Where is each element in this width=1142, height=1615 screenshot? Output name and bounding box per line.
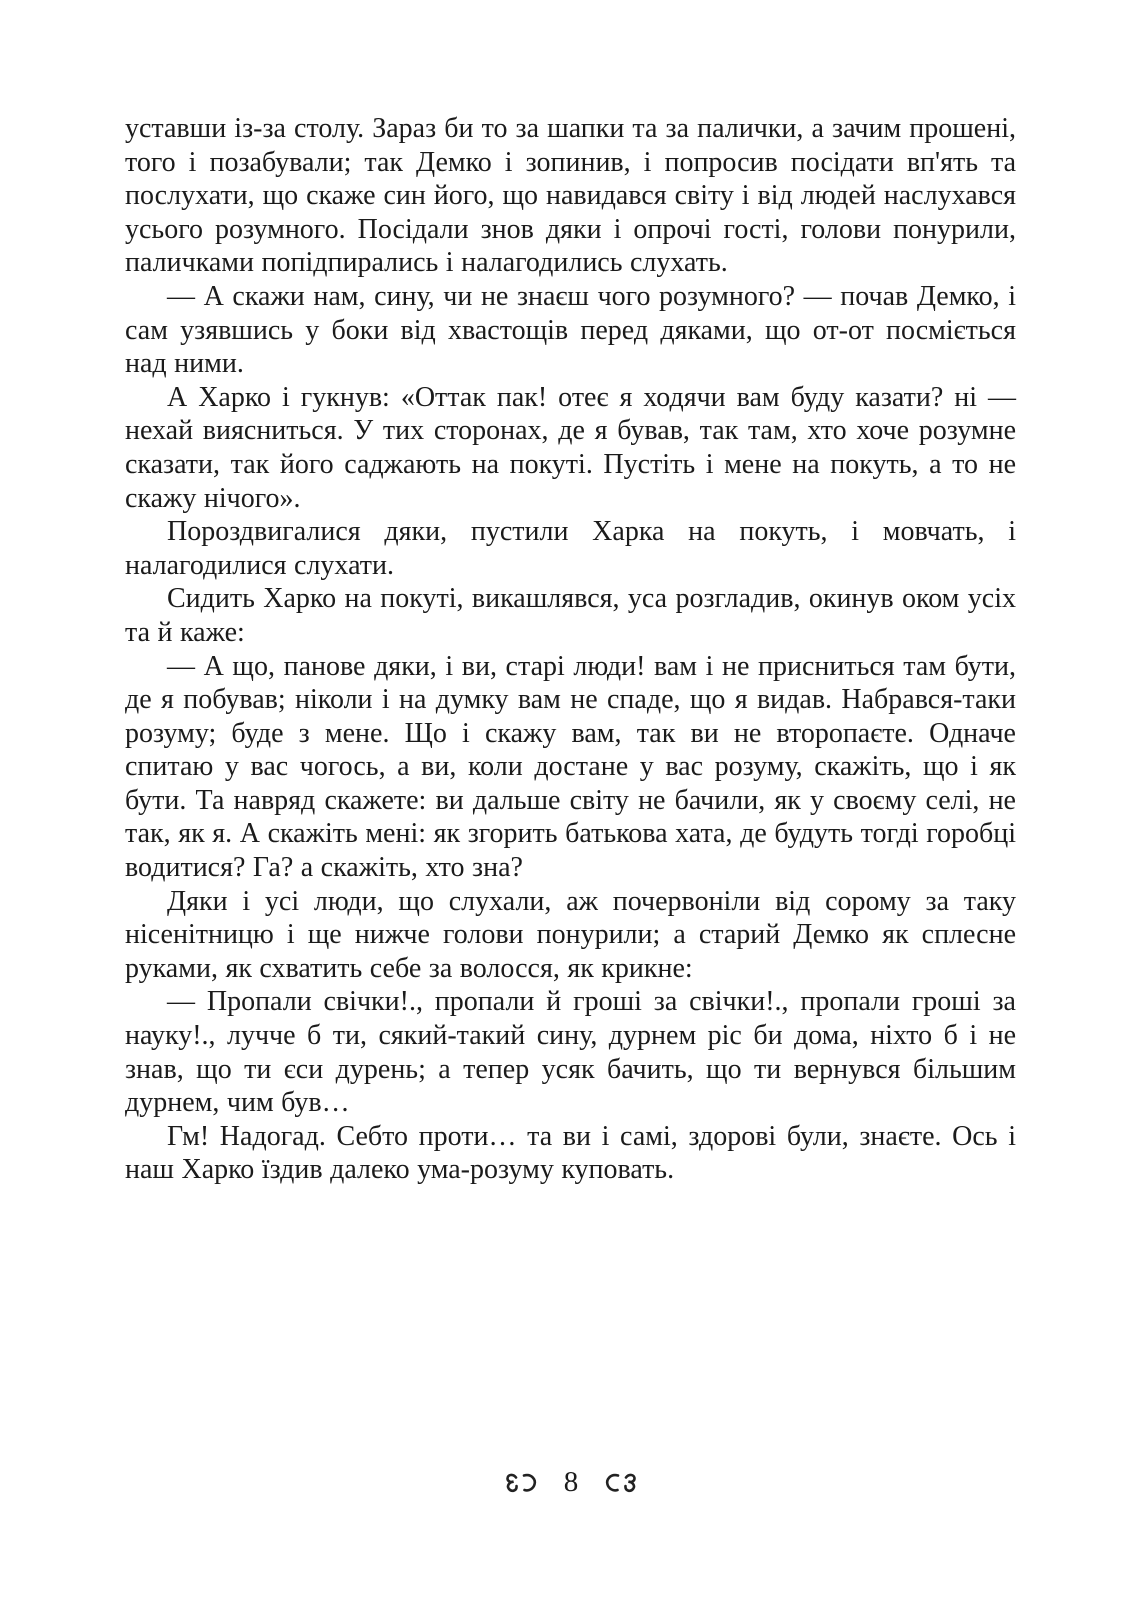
text-block xyxy=(125,112,1016,1187)
paragraph: — А скажи нам, сину, чи не знаєш чого розумного? — почав Демко, і сам узявшись у боки від хвастощів перед дяками, що от-от посміється над ними. xyxy=(125,280,1016,380)
paragraph: — Пропали свічки!., пропали й гроші за свічки!., пропали гроші за науку!., лучче б ти, сякий-такий сину, дурнем ріс би дома, ніхто б і не знав, що ти єси дурень; а тепер усяк бачить, що ти вернувся більшим дурнем, чим був… xyxy=(125,986,1016,1119)
paragraph: Сидить Харко на покуті, викашлявся, уса розгладив, окинув оком усіх та й каже: xyxy=(125,583,1016,648)
paragraph: Гм! Надогад. Себто проти… та ви і самі, здорові були, знаєте. Ось і наш Харко їздив далеко ума-розуму куповать. xyxy=(125,1120,1016,1186)
paragraph: Дяки і усі люди, що слухали, аж почервоніли від сорому за таку нісенітницю і ще нижче голови понурили; а старий Демко як сплесне руками, як схватить себе за волосся, як крикне: xyxy=(125,885,1016,984)
page-number: 8 xyxy=(563,1466,579,1498)
paragraph: — А що, панове дяки, і ви, старі люди! вам і не присниться там бути, де я побував; ніколи і на думку вам не спаде, що я видав. Набрався-таки розуму; буде з мене. Що і скажу вам, так ви не второпаєте. Одначе спитаю у вас чогось, а ви, коли достане у вас розуму, скажіть, що і як бути. Та навряд скажете: ви дальше світу не бачили, як у своєму селі, не так, як я. А скажіть мені: як згорить батькова хата, де будуть тогді горобці водитися? Га? а скажіть, хто зна? xyxy=(125,650,1016,884)
paragraph: А Харко і гукнув: «Оттак пак! отеє я ходячи вам буду казати? ні — нехай виясниться. У тих сторонах, де я бував, так там, хто хоче розумне сказати, так його саджають на покуті. Пустіть і мене на покуть, а то не скажу нічого». xyxy=(125,381,1016,514)
fleuron-left-icon xyxy=(504,1472,538,1494)
page-footer xyxy=(0,1468,1142,1497)
paragraph: Пороздвигалися дяки, пустили Харка на покуть, і мовчать, і налагодилися слухати. xyxy=(125,516,1016,581)
fleuron-right-icon xyxy=(604,1472,638,1494)
paragraph: уставши із-за столу. Зараз би то за шапки та за палички, а зачим прошені, того і позабували; так Демко і зопинив, і попросив посідати вп'ять та послухати, що скаже син його, що навидався світу і від людей наслухався усього розумного. Посідали знов дяки і опрочі гості, голови понурили, паличками попідпирались і налагодились слухать. xyxy=(125,113,1016,279)
